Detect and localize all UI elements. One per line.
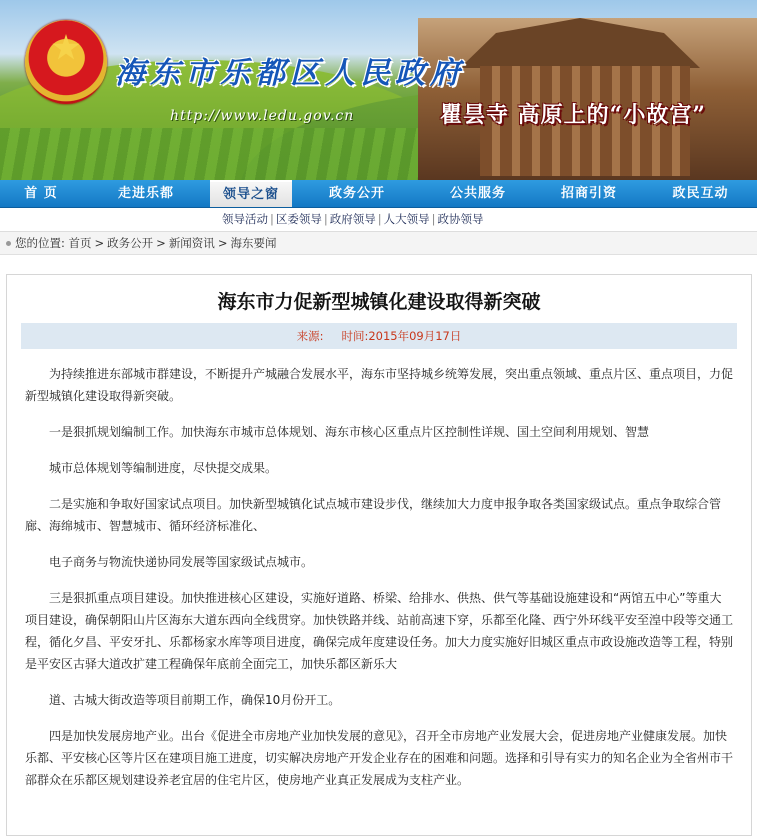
- article-paragraph: 城市总体规划等编制进度，尽快提交成果。: [49, 461, 278, 475]
- nav-item-gov-affairs[interactable]: 政务公开: [328, 186, 385, 201]
- banner-fields: [0, 128, 420, 180]
- article-paragraph: 二是实施和争取好国家试点项目。加快新型城镇化试点城市建设步伐，继续加大力度申报争取各类国家级试点。重点争取综合管廊、海绵城市、智慧城市、循环经济标准化、: [25, 497, 722, 533]
- breadcrumb-gov-affairs[interactable]: 政务公开: [107, 236, 154, 250]
- breadcrumb-prefix: 您的位置:: [15, 236, 65, 250]
- subnav-government-leaders[interactable]: 政府领导: [329, 212, 376, 226]
- article-source: 来源:: [296, 329, 324, 343]
- nav-item-home[interactable]: 首 页: [24, 186, 58, 201]
- breadcrumb: [0, 232, 757, 255]
- article-paragraph: 电子商务与物流快递协同发展等国家级试点城市。: [49, 555, 314, 569]
- subnav-separator: |: [431, 212, 436, 226]
- subnav-separator: |: [323, 212, 328, 226]
- article-paragraph: 为持续推进东部城市群建设，不断提升产城融合发展水平，海东市坚持城乡统筹发展，突出重点领域、重点片区、重点项目，力促新型城镇化建设取得新突破。: [25, 367, 734, 403]
- nav-item-investment[interactable]: 招商引资: [560, 186, 617, 201]
- article-container: [6, 274, 752, 836]
- nav-item-about-ledu[interactable]: 走进乐都: [117, 186, 174, 201]
- subnav-npc-leaders[interactable]: 人大领导: [383, 212, 430, 226]
- article-paragraph: 四是加快发展房地产业。出台《促进全市房地产业加快发展的意见》，召开全市房地产业发展大会，促进房地产业健康发展。加快乐都、平安核心区等片区在建项目施工进度，切实解决房地产开发企业存在的困难和问题。选择和引导有实力的知名企业为全省州市干部群众在乐都区规划建设养老宜居的住宅片区，使房地产业真正发展成为支柱产业。: [25, 729, 734, 787]
- article-title: 海东市力促新型城镇化建设取得新突破: [217, 291, 541, 313]
- main-nav: [0, 180, 757, 208]
- national-emblem-icon: [25, 20, 107, 104]
- location-dot-icon: [6, 241, 11, 246]
- breadcrumb-separator: >: [217, 236, 228, 250]
- nav-item-public-service[interactable]: 公共服务: [449, 186, 506, 201]
- nav-item-leadership[interactable]: 领导之窗: [210, 180, 292, 207]
- subnav-separator: |: [377, 212, 382, 226]
- article-paragraph: 三是狠抓重点项目建设。加快推进核心区建设，实施好道路、桥梁、给排水、供热、供气等基础设施建设和“两馆五中心”等重大项目建设，确保朝阳山片区海东大道东西向全线贯穿。加快铁路并线、站前高速下穿，乐都至化隆、西宁外环线平安至湟中段等交通工程，循化夕昌、平安牙扎、乐都杨家水库等项目进度，确保完成年度建设任务。加大力度实施好旧城区重点市政设施改造等工程，特别是平安区古驿大道改扩建工程确保年底前全面完工，加快乐都区新乐大: [25, 591, 734, 671]
- subnav-cppcc-leaders[interactable]: 政协领导: [437, 212, 484, 226]
- article-meta: [21, 323, 737, 349]
- breadcrumb-news[interactable]: 新闻资讯: [168, 236, 215, 250]
- header-banner: [0, 0, 757, 180]
- breadcrumb-home[interactable]: 首页: [68, 236, 92, 250]
- article-paragraph: 一是狠抓规划编制工作。加快海东市城市总体规划、海东市核心区重点片区控制性详规、国土空间利用规划、智慧: [49, 425, 650, 439]
- nav-item-interaction[interactable]: 政民互动: [672, 186, 729, 201]
- article-paragraph: 道、古城大街改造等项目前期工作，确保10月份开工。: [49, 693, 341, 707]
- breadcrumb-separator: >: [156, 236, 166, 250]
- site-title: 海东市乐都区人民政府: [115, 56, 465, 91]
- subnav-separator: |: [270, 212, 274, 226]
- site-url: http://www.ledu.gov.cn: [170, 108, 355, 124]
- article-time: 时间:2015年09月17日: [341, 329, 462, 343]
- sub-nav: [0, 208, 757, 232]
- article-content: [7, 349, 751, 791]
- subnav-district-committee[interactable]: 区委领导: [275, 212, 322, 226]
- breadcrumb-haidong-news[interactable]: 海东要闻: [230, 236, 277, 250]
- banner-slogan: 瞿昙寺 高原上的“小故宫”: [440, 102, 706, 128]
- subnav-leader-activities[interactable]: 领导活动: [222, 212, 268, 226]
- breadcrumb-separator: >: [94, 236, 105, 250]
